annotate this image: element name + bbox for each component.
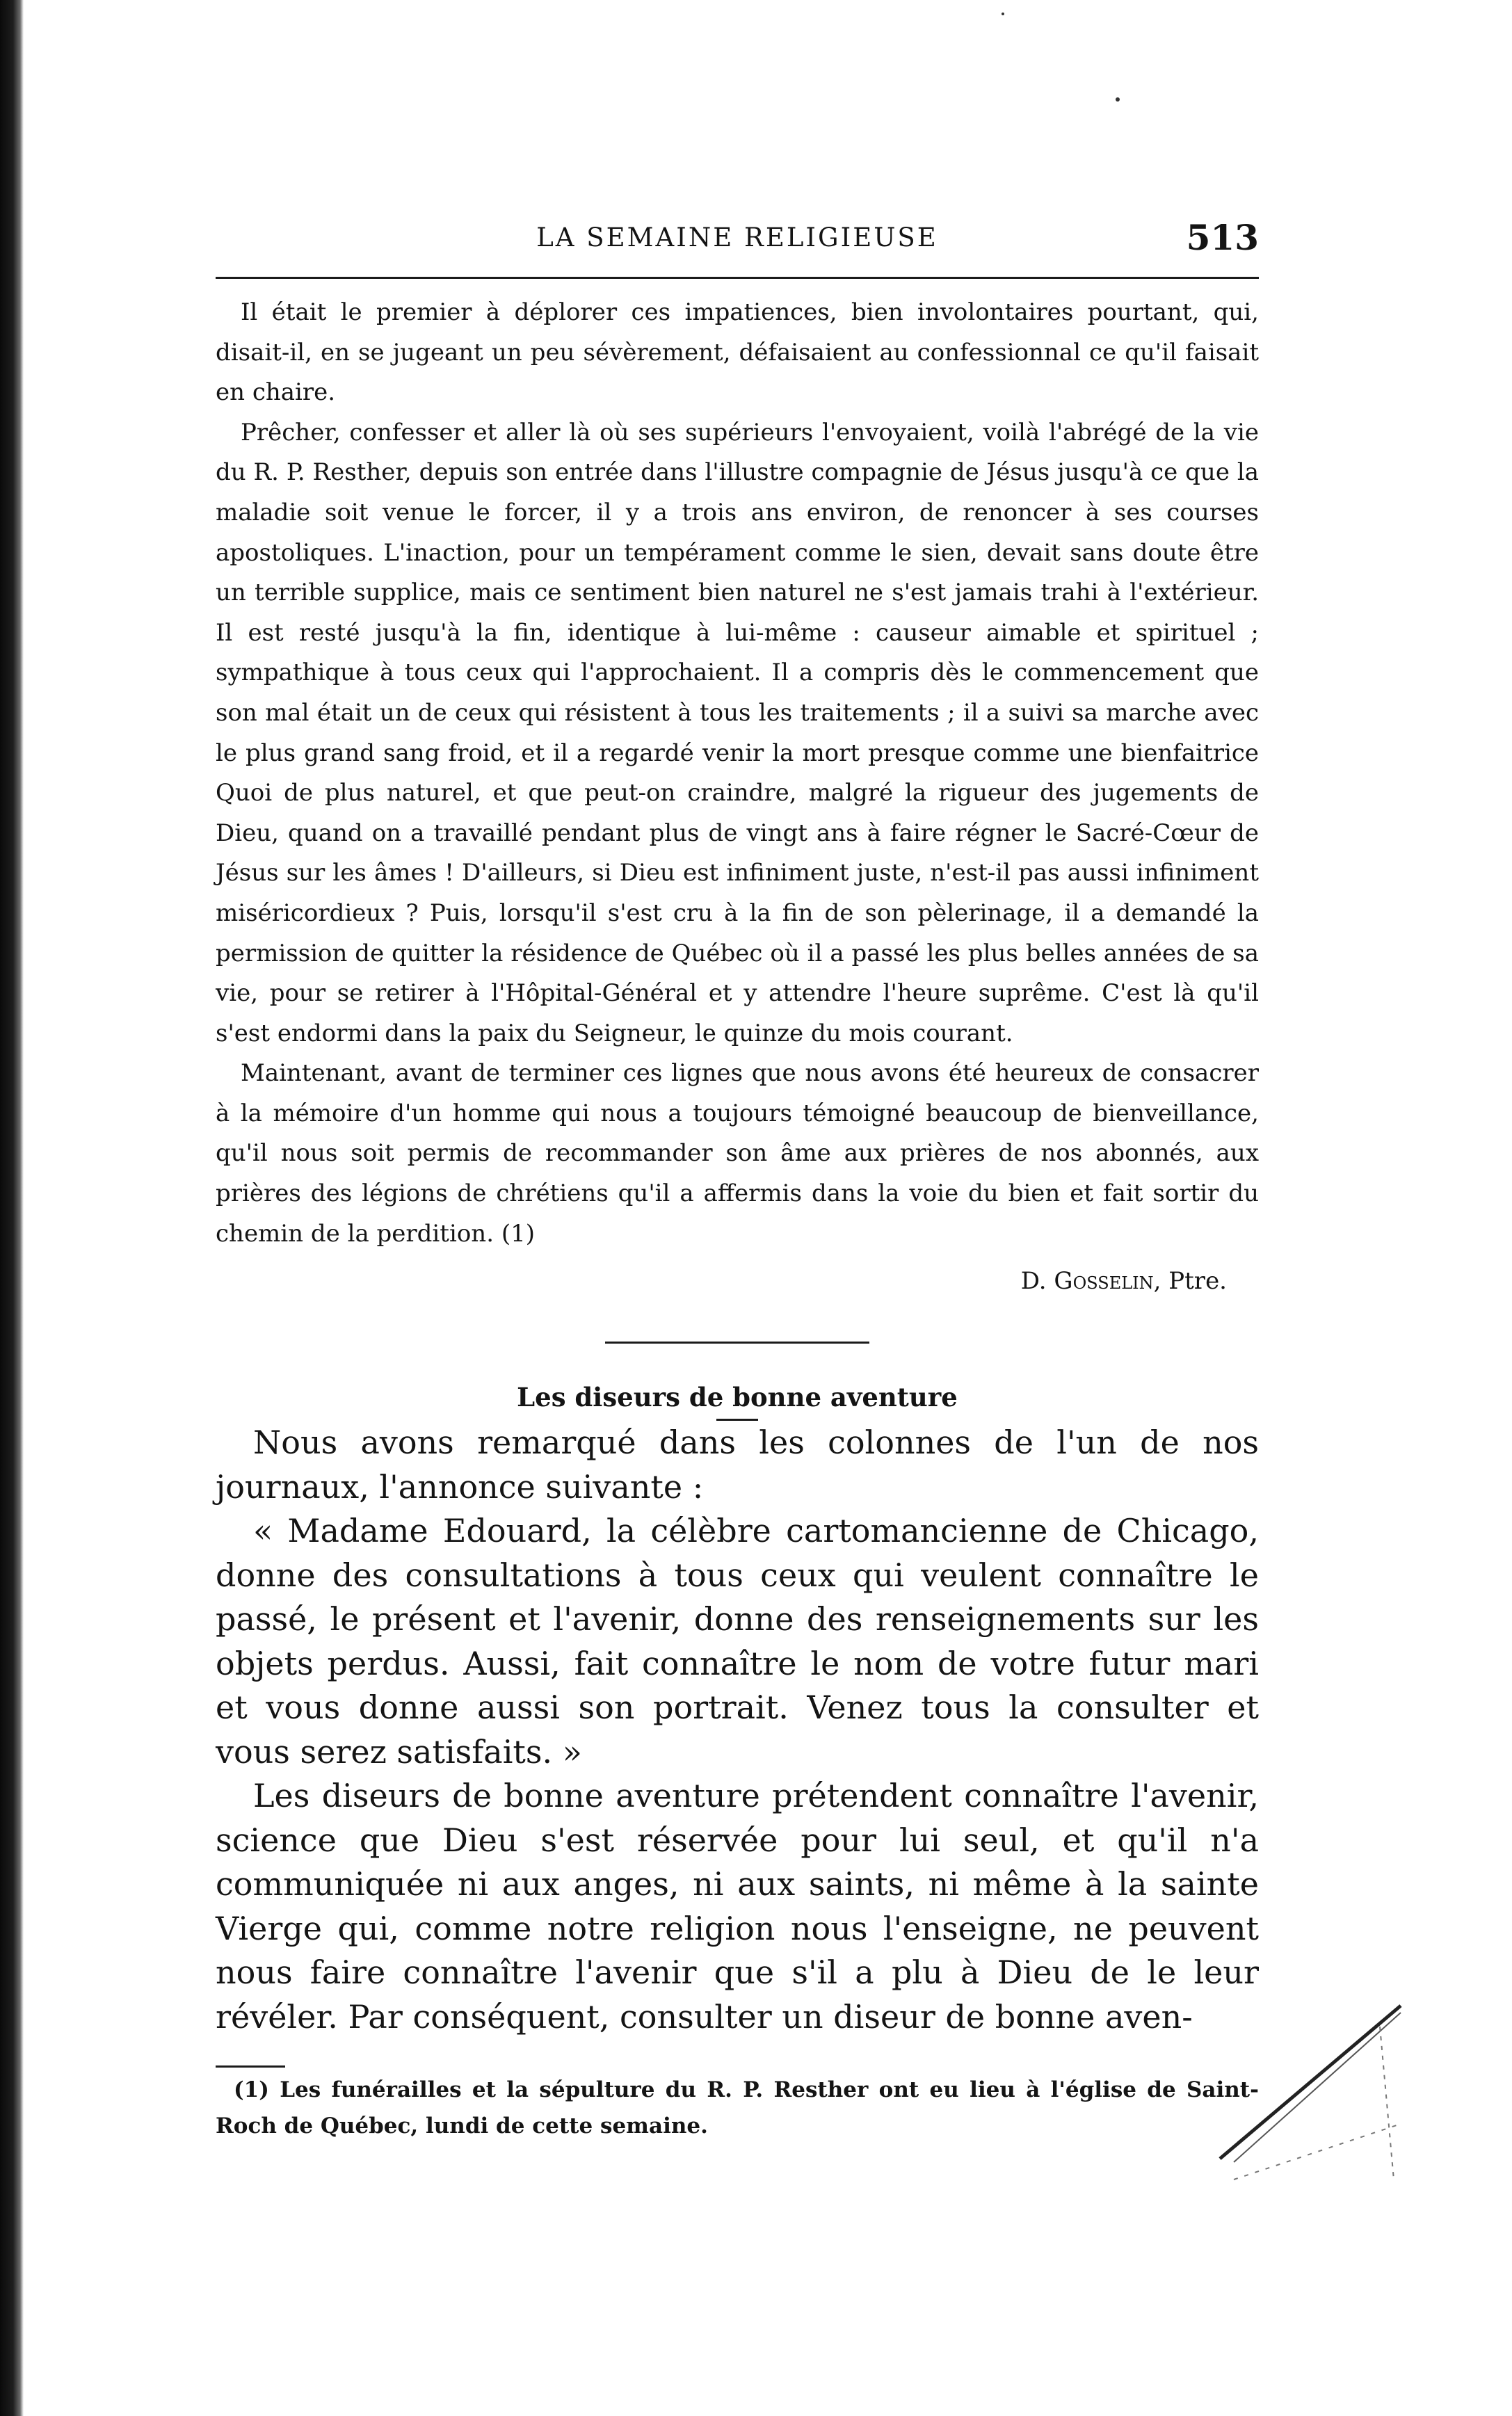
page xyxy=(216,209,1259,2144)
quoted-advertisement: « Madame Edouard, la célèbre cartomancienne de Chicago, donne des consultations à tous ceux qui veulent connaître le passé, le présent et l'avenir, donne des renseignements sur les objets perdus. Aussi, fait connaître le nom de votre futur mari et vous donne aussi son portrait. Venez tous la consulter et vous serez satisfaits. » xyxy=(216,1512,1259,1771)
running-title: LA SEMAINE RELIGIEUSE xyxy=(536,223,938,252)
footnote-rule xyxy=(216,2065,285,2068)
binding-edge xyxy=(0,0,24,2416)
page-number: 513 xyxy=(1186,217,1259,258)
article-paragraph: Maintenant, avant de terminer ces lignes que nous avons été heureux de consacrer à la mémoire d'un homme qui nous a toujours témoigné beaucoup de bienveillance, qu'il nous soit permis de recommander son âme aux prières de nos abonnés, aux prières des légions de chrétiens qu'il a affermis dans la voie du bien et fait sortir du chemin de la perdition. (1) xyxy=(216,1059,1259,1248)
scan-speck xyxy=(1002,13,1004,15)
section-title: Les diseurs de bonne aventure xyxy=(517,1382,958,1413)
obituary-article xyxy=(216,293,1259,1301)
signature-suffix: , Ptre. xyxy=(1153,1267,1227,1296)
footnote: (1) Les funérailles et la sépulture du R. P. Resther ont eu lieu à l'église de Saint-Roch de Québec, lundi de cette semaine. xyxy=(216,2077,1259,2139)
fortune-tellers-article xyxy=(216,1380,1259,2039)
article-paragraph: Nous avons remarqué dans les colonnes de l'un de nos journaux, l'annonce suivante : xyxy=(216,1424,1259,1506)
article-paragraph: Les diseurs de bonne aventure prétendent connaître l'avenir, science que Dieu s'est réservée pour lui seul, et qu'il n'a communiquée ni aux anges, ni aux saints, ni même à la sainte Vierge qui, comme notre religion nous l'enseigne, ne peuvent nous faire connaître l'avenir que s'il a plu à Dieu de le leur révéler. Par conséquent, consulter un diseur de bonne aven- xyxy=(216,1777,1259,2036)
scan-speck xyxy=(1116,97,1120,102)
article-paragraph: Prêcher, confesser et aller là où ses supérieurs l'envoyaient, voilà l'abrégé de la vie du R. P. Resther, depuis son entrée dans l'illustre compagnie de Jésus jusqu'à ce que la maladie soit venue le forcer, il y a trois ans environ, de renoncer à ses courses apostoliques. L'inaction, pour un tempérament comme le sien, devait sans doute être un terrible supplice, mais ce sentiment bien naturel ne s'est jamais trahi à l'extérieur. Il est resté jusqu'à la fin, identique à lui-même : causeur aimable et spirituel ; sympathique à tous ceux qui l'approchaient. Il a compris dès le commencement que son mal était un de ceux qui résistent à tous les traitements ; il a suivi sa marche avec le plus grand sang froid, et il a regardé venir la mort presque comme une bienfaitrice Quoi de plus naturel, et que peut-on craindre, malgré la rigueur des jugements de Dieu, quand on a travaillé pendant plus de vingt ans à faire régner le Sacré-Cœur de Jésus sur les âmes ! D'ailleurs, si Dieu est infiniment juste, n'est-il pas aussi infiniment miséricordieux ? Puis, lorsqu'il s'est cru à la fin de son pèlerinage, il a demandé la permission de quitter la résidence de Québec où il a passé les plus belles années de sa vie, pour se retirer à l'Hôpital-Général et y attendre l'heure suprême. C'est là qu'il s'est endormi dans la paix du Seigneur, le quinze du mois courant. xyxy=(216,418,1259,1047)
page-fold-mark xyxy=(1192,1999,1415,2207)
signature xyxy=(216,1261,1227,1301)
article-paragraph: Il était le premier à déplorer ces impatiences, bien involontaires pourtant, qui, disait-il, en se jugeant un peu sévèrement, défaisaient au confessionnal ce qu'il faisait en chaire. xyxy=(216,298,1259,407)
running-head xyxy=(216,209,1259,271)
header-rule xyxy=(216,277,1259,279)
signature-name: D. Gosselin xyxy=(1020,1267,1154,1296)
section-separator xyxy=(605,1342,869,1344)
